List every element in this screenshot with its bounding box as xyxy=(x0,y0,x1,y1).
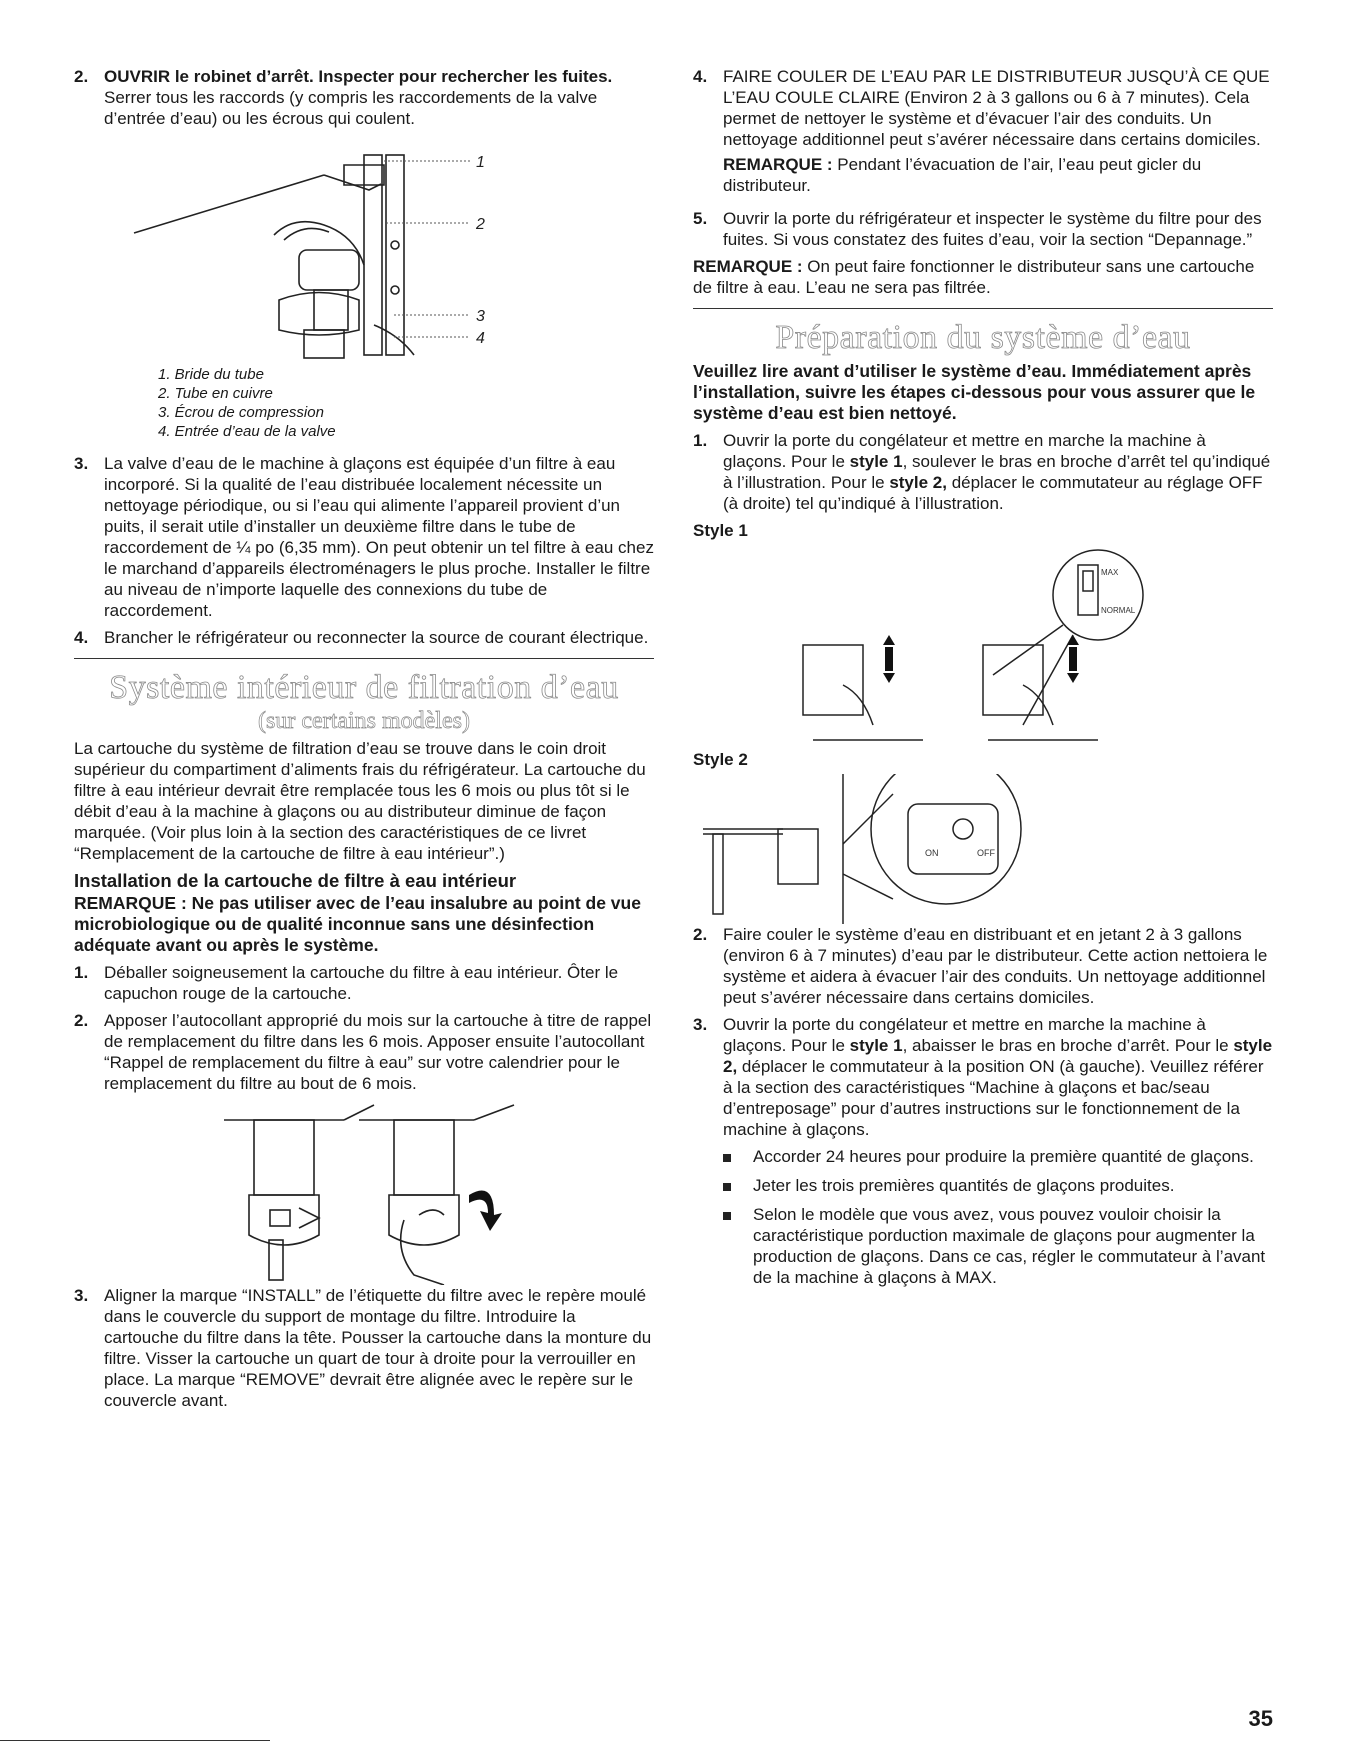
dispenser-note: REMARQUE : On peut faire fonctionner le distributeur sans une cartouche de filtre à eau. L’eau ne sera pas filtrée. xyxy=(693,257,1255,297)
caption-3: 3. Écrou de compression xyxy=(158,404,324,421)
caption-1: 1. Bride du tube xyxy=(158,366,264,383)
style-1-illustration xyxy=(693,545,1273,745)
style-2-label: Style 2 xyxy=(693,750,748,769)
install-heading: Installation de la cartouche de filtre à eau intérieur xyxy=(74,870,517,891)
filtration-intro: La cartouche du système de filtration d’eau se trouve dans le coin droit supérieur du compartiment d’aliments frais du réfrigérateur. La cartouche du filtre à eau intérieur devrait être remplacée tous les 6 mois ou plus tôt si le débit d’eau à la machine à glaçons ou au distributeur diminue de façon marquée. (Voir plus loin à la section des caractéristiques de ce livret “Remplacement de la cartouche de filtre à eau intérieur”.) xyxy=(74,739,646,863)
section-subtitle-models: (sur certains modèles) xyxy=(258,708,470,734)
step-open-valve-text: Serrer tous les raccords (y compris les raccordements de la valve d’entrée d’eau) ou les écrous qui coulent. xyxy=(104,88,598,128)
bullet-square-icon xyxy=(723,1175,753,1196)
step-run-water-text: FAIRE COULER DE L’EAU PAR LE DISTRIBUTEUR JUSQU’À CE QUE L’EAU COULE CLAIRE (Environ 2 à 3 gallons ou 6 à 7 minutes). Cela permet de nettoyer le système et d’évacuer l’air des conduits. Un nettoyage additionnel peut s’avérer nécessaire dans certains domiciles. xyxy=(723,67,1270,149)
callout-2: 2 xyxy=(476,216,485,233)
section-title-filtration: Système intérieur de filtration d’eau xyxy=(109,669,619,706)
bullet-square-icon xyxy=(723,1204,753,1288)
prep-step-2: 2. Faire couler le système d’eau en distribuant et en jetant 2 à 3 gallons (environ 6 à 7 minutes) d’eau par le distributeur. Cette action nettoiera le système et aidera à évacuer l’air des conduits. Un nettoyage additionnel peut s’avérer nécessaire dans certains domiciles. xyxy=(693,925,1268,1007)
bullet-item: Selon le modèle que vous avez, vous pouvez vouloir choisir la caractéristique porduction maximale de glaçons pour augmenter la production de glaçons. Dans ce cas, régler le commutateur à l’avant de la machine à glaçons à MAX. xyxy=(723,1204,1273,1288)
style-1-label: Style 1 xyxy=(693,521,748,540)
step-filter-info: 3. La valve d’eau de le machine à glaçons est équipée d’un filtre à eau incorporé. Si la qualité de l’eau distribuée localement nécessite un nettoyage périodique, ou si l’eau qui alimente l’appareil provient d’un puits, il serait utile d’installer un deuxième filtre dans le tube de raccordement de ¼ po (6,35 mm). On peut obtenir un tel filtre à eau chez le marchand d’appareils électroménagers le plus proche. Installer le filtre au niveau de n’importe laquelle des connexions du tube de raccordement. xyxy=(74,454,654,620)
ice-bullets xyxy=(723,1146,1273,1288)
filter-cartridge-illustration xyxy=(74,1100,654,1285)
footer-rule xyxy=(0,1740,270,1741)
page-number: 35 xyxy=(1248,1706,1273,1731)
bullet-item: Jeter les trois premières quantités de glaçons produites. xyxy=(723,1175,1273,1196)
switch-off-label: OFF xyxy=(977,848,995,858)
step-run-water: 4. FAIRE COULER DE L’EAU PAR LE DISTRIBUTEUR JUSQU’À CE QUE L’EAU COULE CLAIRE (Environ 2 à 3 gallons ou 6 à 7 minutes). Cela permet de nettoyer le système et d’évacuer l’air des conduits. Un nettoyage additionnel peut s’avérer nécessaire dans certains domiciles. REMARQUE : Pendant l’évacuation de l’air, l’eau peut gicler du distributeur. xyxy=(693,66,1273,202)
install-step-2: 2. Apposer l’autocollant approprié du mois sur la cartouche à titre de rappel de remplacement du filtre dans les 6 mois. Apposer ensuite l’autocollant “Rappel de remplacement du filtre à eau” sur votre calendrier pour le remplacement du filtre au bout de 6 mois. xyxy=(74,1011,652,1093)
valve-captions xyxy=(158,365,654,441)
install-step-3: 3. Aligner la marque “INSTALL” de l’étiquette du filtre avec le repère moulé dans le couvercle du support de montage du filtre. Introduire la cartouche du filtre dans la tête. Pousser la cartouche dans la monture du filtre. Visser la cartouche un quart de tour à droite pour la verrouiller en place. La marque “REMOVE” devrait être alignée avec le repère sur le couvercle avant. xyxy=(74,1286,652,1410)
step-open-valve-bold: OUVRIR le robinet d’arrêt. Inspecter pour rechercher les fuites. xyxy=(104,67,613,86)
step-inspect-leaks: 5. Ouvrir la porte du réfrigérateur et inspecter le système du filtre pour des fuites. Si vous constatez des fuites d’eau, voir la section “Depannage.” xyxy=(693,209,1262,249)
callout-1: 1 xyxy=(476,154,485,171)
caption-2: 2. Tube en cuivre xyxy=(158,385,273,402)
switch-normal-label: NORMAL xyxy=(1101,606,1136,615)
preparation-intro: Veuillez lire avant d’utiliser le système d’eau. Immédiatement après l’installation, suivre les étapes ci-dessous pour vous assurer que le système d’eau est bien nettoyé. xyxy=(693,361,1256,423)
callout-4: 4 xyxy=(476,330,485,347)
step-run-water-note: REMARQUE : Pendant l’évacuation de l’air, l’eau peut gicler du distributeur. xyxy=(723,155,1202,195)
section-title-preparation: Préparation du système d’eau xyxy=(775,319,1191,356)
prep-step-3: 3. Ouvrir la porte du congélateur et mettre en marche la machine à glaçons. Pour le style 1, abaisser le bras en broche d’arrêt. Pour le style 2, déplacer le commutateur à la position ON (à gauche). Veuillez référer à la section des caractéristiques “Machine à glaçons et bac/seau d’entreposage” pour d’autres instructions sur le fonctionnement de la machine à glaçons. xyxy=(693,1015,1273,1139)
water-valve-illustration xyxy=(74,135,654,365)
left-column xyxy=(74,66,654,1417)
section-divider xyxy=(74,658,654,659)
install-step-1: 1. Déballer soigneusement la cartouche du filtre à eau intérieur. Ôter le capuchon rouge de la cartouche. xyxy=(74,963,619,1003)
install-warning: REMARQUE : Ne pas utiliser avec de l’eau insalubre au point de vue microbiologique ou de qualité inconnue sans une désinfection adéquate avant ou après le système. xyxy=(74,893,641,955)
bullet-item: Accorder 24 heures pour produire la première quantité de glaçons. xyxy=(723,1146,1273,1167)
section-divider-right xyxy=(693,308,1273,309)
step-reconnect-power: 4. Brancher le réfrigérateur ou reconnecter la source de courant électrique. xyxy=(74,628,649,647)
caption-4: 4. Entrée d’eau de la valve xyxy=(158,423,336,440)
prep-step-1: 1. Ouvrir la porte du congélateur et mettre en marche la machine à glaçons. Pour le style 1, soulever le bras en broche d’arrêt tel qu’indiqué à l’illustration. Pour le style 2, déplacer le commutateur au réglage OFF (à droite) tel qu’indiqué à l’illustration. xyxy=(693,431,1271,513)
right-column xyxy=(693,66,1273,1296)
style-2-illustration xyxy=(693,774,1273,924)
switch-max-label: MAX xyxy=(1101,568,1119,577)
step-open-valve: 2. OUVRIR le robinet d’arrêt. Inspecter pour rechercher les fuites. Serrer tous les raccords (y compris les raccordements de la valve d’entrée d’eau) ou les écrous qui coulent. xyxy=(74,67,613,128)
callout-3: 3 xyxy=(476,308,485,325)
bullet-square-icon xyxy=(723,1146,753,1167)
switch-on-label: ON xyxy=(925,848,939,858)
